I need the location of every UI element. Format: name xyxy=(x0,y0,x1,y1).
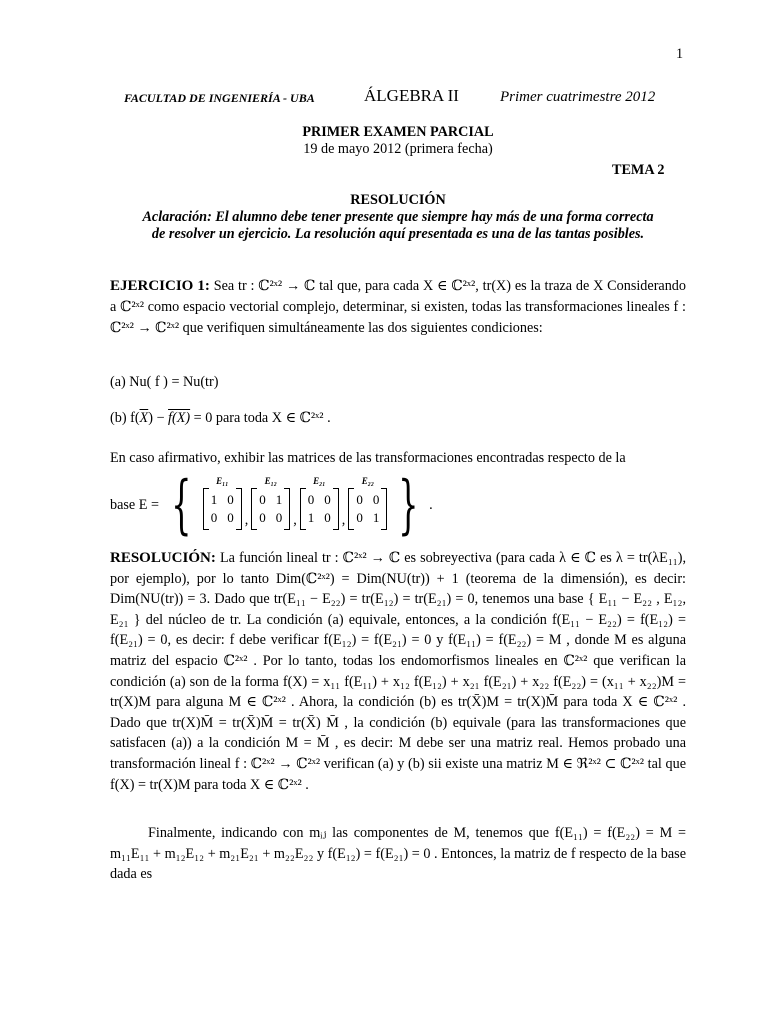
matrix-entry: 0 xyxy=(275,510,283,525)
page-number: 1 xyxy=(676,46,684,62)
matrix-entry: 1 xyxy=(210,492,218,507)
tema-label: TEMA 2 xyxy=(612,162,665,178)
basis-period: . xyxy=(429,497,433,513)
matrix-row xyxy=(211,509,234,527)
faculty-name: FACULTAD DE INGENIERÍA - UBA xyxy=(124,91,315,105)
resolution-heading: RESOLUCIÓN xyxy=(350,192,446,208)
exercise-statement xyxy=(110,276,686,339)
matrix-entry: 0 xyxy=(227,510,234,525)
matrix-separator: , xyxy=(341,512,346,528)
condition-a: (a) Nu( f ) = Nu(tr) xyxy=(110,374,219,390)
matrix-entry: 0 xyxy=(259,510,266,525)
disclaimer-line-2: de resolver un ejercicio. La resolución aquí presentada es una de las tantas posibles. xyxy=(151,226,645,242)
basis-matrix xyxy=(251,476,290,530)
basis-definition xyxy=(110,470,433,540)
matrix-entry: 0 xyxy=(259,492,266,507)
resolution-text: La función lineal tr : ℂ²ˣ² → ℂ es sobreyectiva (para cada λ ∈ ℂ es λ = tr(λE₁₁), por ejemplo), por lo tanto Dim(ℂ²ˣ²) = Dim(NU(tr)) + 1 (teorema de la dimensión), es decir: Dim(NU(tr)) = 3. Dado que tr(E₁₁ − E₂₂) = tr(E₁₂) = tr(E₂₁) = 0, tenemos una base { E₁₁ − E₂₂ , E₁₂, E₂₁ } del núcleo de tr. La condición (a) equivale, entonces, a la condición f(E₁₁ − E₂₂) = f(E₁₂) = f(E₂₁) = 0, es decir: f debe verificar f(E₁₂) = f(E₂₁) = 0 y f(E₁₁) = f(E₂₂) = M , donde M es alguna matriz del espacio ℂ²ˣ² . Por lo tanto, todas los endomorfismos lineales en ℂ²ˣ² que verifican la condición (a) son de la forma f(X) = x₁₁ f(E₁₁) + x₁₂ f(E₁₂) + x₂₁ f(E₂₁) + x₂₂ f(E₂₂) = (x₁₁ + x₂₂)M = tr(X)M para alguna M ∈ ℂ²ˣ² . Ahora, la condición (b) es tr(X̄)M = tr(X)M̄ para toda X ∈ ℂ²ˣ² . Dado que tr(X)M̄ = tr(X̄)M̄ = tr(X̄) M̄ , la condición (b) equivale (para las transformaciones que satisfacen (a)) a la condición M = M̄ , es decir: M debe ser una matriz real. Hemos probado una transformación lineal f : ℂ²ˣ² → ℂ²ˣ² verifican (a) y (b) sii existe una matriz M ∈ ℜ²ˣ² ⊂ ℂ²ˣ² tal que f(X) = tr(X)M para toda X ∈ ℂ²ˣ² . xyxy=(110,550,686,793)
basis-label: base E = xyxy=(110,497,159,513)
basis-matrix-label: E₂₁ xyxy=(313,476,326,486)
basis-intro: En caso afirmativo, exhibir las matrices de las transformaciones encontradas respecto de la xyxy=(110,450,626,466)
matrix-separator: , xyxy=(293,512,297,528)
matrix-entry: 1 xyxy=(275,492,283,507)
matrix-row xyxy=(308,509,331,527)
matrix-row xyxy=(308,491,331,509)
exam-date: 19 de mayo 2012 (primera fecha) xyxy=(303,141,493,157)
matrix-row xyxy=(259,509,282,527)
matrix-entry: 0 xyxy=(356,510,363,525)
course-title: ÁLGEBRA II xyxy=(364,86,459,105)
matrix-entry: 0 xyxy=(307,492,315,507)
left-brace: { xyxy=(171,468,192,542)
cond-b-fx-bar: f(X) xyxy=(168,410,191,426)
cond-b-x-bar: $\overline{X}$ xyxy=(139,410,149,426)
basis-matrix xyxy=(203,476,242,530)
basis-matrix xyxy=(300,476,339,530)
matrix-entry: 0 xyxy=(324,510,331,525)
matrix-row xyxy=(356,509,379,527)
matrix-entry: 1 xyxy=(307,510,315,525)
basis-matrix-label: E₁₂ xyxy=(264,476,277,486)
exam-title: PRIMER EXAMEN PARCIAL xyxy=(302,124,494,140)
matrix-entry: 0 xyxy=(227,492,234,507)
basis-matrix xyxy=(348,476,387,530)
cond-b-end: = 0 para toda X ∈ ℂ²ˣ² . xyxy=(190,410,331,426)
basis-matrix-label: E₂₂ xyxy=(361,476,374,486)
matrix-separator: , xyxy=(244,512,249,528)
exercise-text: Sea tr : ℂ²ˣ² → ℂ tal que, para cada X ∈ ℂ²ˣ², tr(X) es la traza de X Considerando a ℂ²ˣ² como espacio vectorial complejo, determinar, si existen, todas las transformaciones lineales f : ℂ²ˣ² → ℂ²ˣ² que verifiquen simultáneamente las dos siguientes condiciones: xyxy=(110,278,686,336)
matrix-entry: 1 xyxy=(372,510,380,525)
basis-matrix-label: E₁₁ xyxy=(216,476,229,486)
disclaimer-line-1: Aclaración: El alumno debe tener presente que siempre hay más de una forma correcta xyxy=(142,209,654,225)
exercise-label: EJERCICIO 1: xyxy=(110,278,210,294)
basis-matrices xyxy=(202,476,389,530)
condition-b xyxy=(110,408,331,428)
resolution-paragraph xyxy=(110,548,686,795)
cond-b-start: (b) f( xyxy=(110,410,140,426)
matrix-entry: 0 xyxy=(210,510,218,525)
matrix-entry: 0 xyxy=(324,492,331,507)
matrix-row xyxy=(259,491,282,509)
matrix-entry: 0 xyxy=(356,492,363,507)
right-brace: } xyxy=(398,468,419,542)
term-label: Primer cuatrimestre 2012 xyxy=(500,89,656,105)
matrix-row xyxy=(211,491,234,509)
matrix-row xyxy=(356,491,379,509)
matrix-entry: 0 xyxy=(372,492,380,507)
final-text: Finalmente, indicando con mᵢⱼ las componentes de M, tenemos que f(E₁₁) = f(E₂₂) = M = m₁₁E₁₁ + m₁₂E₁₂ + m₂₁E₂₁ + m₂₂E₂₂ y f(E₁₂) = f(E₂₁) = 0 . Entonces, la matriz de f respecto de la base dada es xyxy=(110,825,686,883)
resolution-label: RESOLUCIÓN: xyxy=(110,550,216,566)
cond-b-mid: ) − xyxy=(148,410,169,426)
final-paragraph xyxy=(110,823,686,885)
